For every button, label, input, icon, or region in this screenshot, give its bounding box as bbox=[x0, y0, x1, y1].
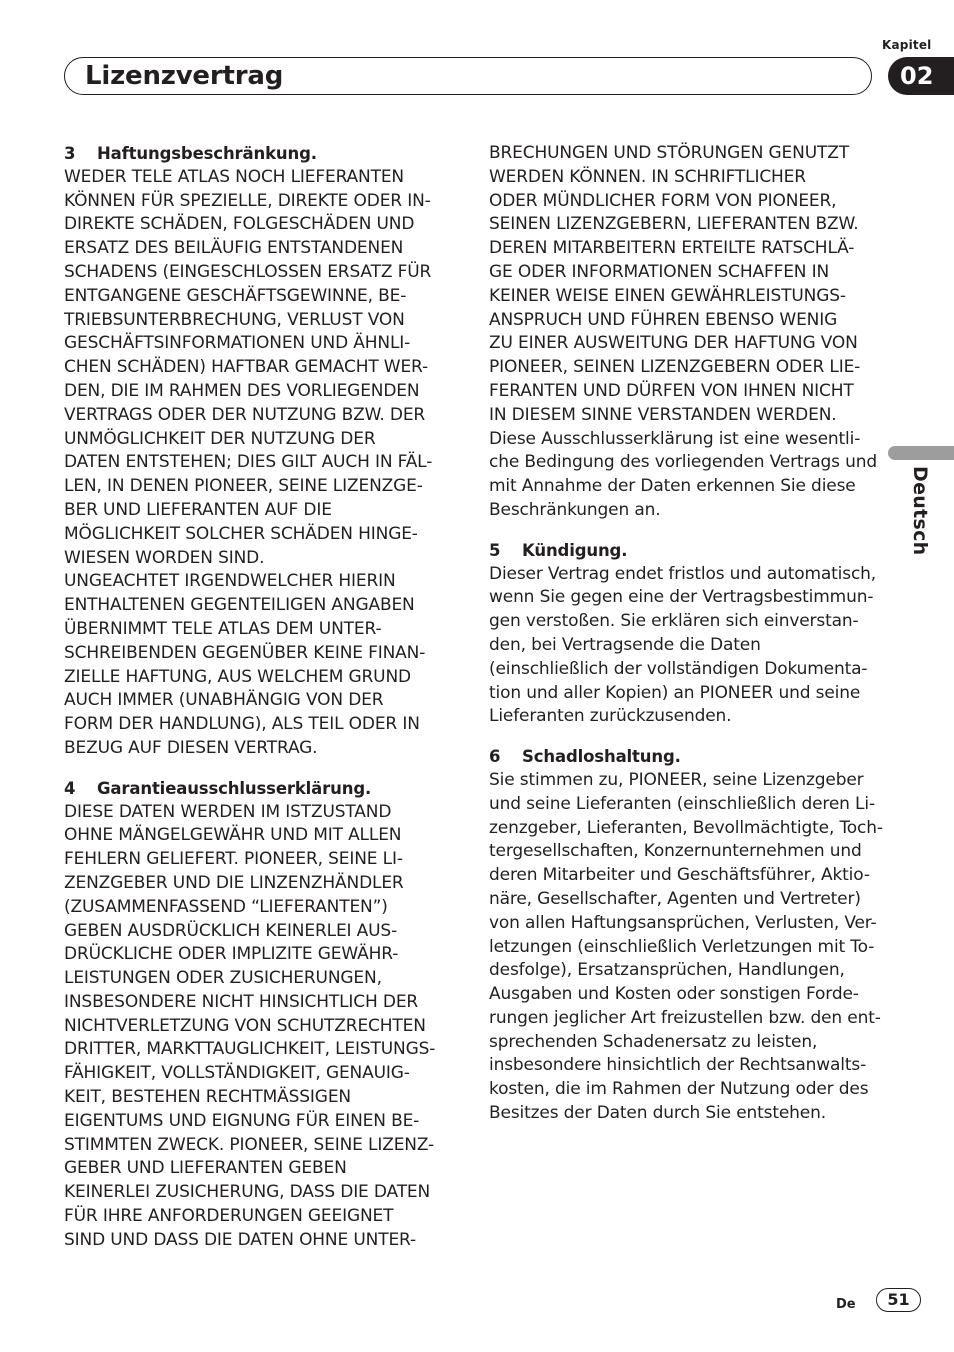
section-6-body bbox=[489, 769, 881, 1126]
text-line: GEBER UND LIEFERANTEN GEBEN bbox=[64, 1158, 347, 1179]
text-line: Sie stimmen zu, PIONEER, seine Lizenzgeber bbox=[489, 769, 864, 790]
page-number: 51 bbox=[876, 1288, 921, 1312]
text-line: LEISTUNGEN ODER ZUSICHERUNGEN, bbox=[64, 968, 382, 989]
section-3-body bbox=[64, 166, 458, 761]
text-line: WIESEN WORDEN SIND. bbox=[64, 547, 265, 568]
text-line: den, bei Vertragsende die Daten bbox=[489, 634, 761, 655]
footer-language-code: De bbox=[836, 1297, 856, 1312]
language-side-label: Deutsch bbox=[909, 466, 931, 556]
text-line: STIMMTEN ZWECK. PIONEER, SEINE LIZENZ- bbox=[64, 1134, 435, 1155]
text-line: KEINER WEISE EINEN GEWÄHRLEISTUNGS- bbox=[489, 285, 846, 306]
chapter-number-badge: 02 bbox=[888, 57, 954, 95]
text-line: ZENZGEBER UND DIE LINZENZHÄNDLER bbox=[64, 872, 404, 893]
text-line: GEBEN AUSDRÜCKLICH KEINERLEI AUS- bbox=[64, 920, 398, 941]
text-line: WEDER TELE ATLAS NOCH LIEFERANTEN bbox=[64, 166, 404, 187]
text-line: ERSATZ DES BEILÄUFIG ENTSTANDENEN bbox=[64, 238, 404, 259]
text-line: und seine Lieferanten (einschließlich deren Li- bbox=[489, 793, 875, 814]
text-line: ZIELLE HAFTUNG, AUS WELCHEM GRUND bbox=[64, 666, 411, 687]
text-line: FEHLERN GELIEFERT. PIONEER, SEINE LI- bbox=[64, 849, 403, 870]
chapter-label: Kapitel bbox=[882, 38, 932, 52]
section-5-body bbox=[489, 563, 881, 730]
text-line: ENTHALTENEN GEGENTEILIGEN ANGABEN bbox=[64, 595, 415, 616]
section-3-heading bbox=[64, 142, 458, 166]
text-line: Ausgaben und Kosten oder sonstigen Forde- bbox=[489, 984, 859, 1005]
text-line: VERTRAGS ODER DER NUTZUNG BZW. DER bbox=[64, 404, 426, 425]
text-line: näre, Gesellschafter, Agenten und Vertreter) bbox=[489, 888, 861, 909]
text-line: Besitzes der Daten durch Sie entstehen. bbox=[489, 1103, 826, 1124]
text-line: DRÜCKLICHE ODER IMPLIZITE GEWÄHR- bbox=[64, 944, 399, 965]
text-line: BEZUG AUF DIESEN VERTRAG. bbox=[64, 737, 318, 758]
text-line: DRITTER, MARKTTAUGLICHKEIT, LEISTUNGS- bbox=[64, 1039, 436, 1060]
section-number: 4 bbox=[64, 778, 76, 798]
section-4-heading bbox=[64, 777, 458, 801]
text-line: OHNE MÄNGELGEWÄHR UND MIT ALLEN bbox=[64, 825, 402, 846]
text-line: EIGENTUMS UND EIGNUNG FÜR EINEN BE- bbox=[64, 1110, 420, 1131]
text-line: SCHREIBENDEN GEGENÜBER KEINE FINAN- bbox=[64, 642, 426, 663]
text-line: ÜBERNIMMT TELE ATLAS DEM UNTER- bbox=[64, 618, 382, 639]
text-line: FÜR IHRE ANFORDERUNGEN GEEIGNET bbox=[64, 1206, 394, 1227]
text-line: DATEN ENTSTEHEN; DIES GILT AUCH IN FÄL- bbox=[64, 452, 433, 473]
text-line: ANSPRUCH UND FÜHREN EBENSO WENIG bbox=[489, 309, 838, 330]
page-title: Lizenzvertrag bbox=[85, 61, 284, 91]
text-line: gen verstoßen. Sie erklären sich einverstan- bbox=[489, 611, 859, 632]
text-line: DIESE DATEN WERDEN IM ISTZUSTAND bbox=[64, 801, 392, 822]
text-line: mit Annahme der Daten erkennen Sie diese bbox=[489, 476, 856, 497]
text-line: BER UND LIEFERANTEN AUF DIE bbox=[64, 499, 332, 520]
section-4-body bbox=[64, 801, 458, 1253]
text-line: zenzgeber, Lieferanten, Bevollmächtigte, Toch- bbox=[489, 817, 883, 838]
text-line: DIREKTE SCHÄDEN, FOLGESCHÄDEN UND bbox=[64, 214, 415, 235]
text-line: GE ODER INFORMATIONEN SCHAFFEN IN bbox=[489, 261, 830, 282]
text-line: deren Mitarbeiter und Geschäftsführer, Aktio- bbox=[489, 865, 870, 886]
text-line: KÖNNEN FÜR SPEZIELLE, DIREKTE ODER IN- bbox=[64, 190, 431, 211]
text-line: von allen Haftungsansprüchen, Verlusten, Ver- bbox=[489, 912, 877, 933]
section-title: Schadloshaltung. bbox=[522, 747, 681, 767]
section-number: 3 bbox=[64, 144, 76, 163]
section-number: 6 bbox=[489, 747, 501, 767]
section-title: Garantieausschlusserklärung. bbox=[97, 778, 372, 798]
text-line: UNMÖGLICHKEIT DER NUTZUNG DER bbox=[64, 428, 376, 449]
text-line: KEINERLEI ZUSICHERUNG, DASS DIE DATEN bbox=[64, 1182, 431, 1203]
text-line: TRIEBSUNTERBRECHUNG, VERLUST VON bbox=[64, 309, 405, 330]
text-line: Lieferanten zurückzusenden. bbox=[489, 706, 732, 727]
section-title: Kündigung. bbox=[522, 540, 628, 560]
text-line: SCHADENS (EINGESCHLOSSEN ERSATZ FÜR bbox=[64, 261, 432, 282]
text-line: tergesellschaften, Konzernunternehmen und bbox=[489, 841, 862, 862]
text-line: PIONEER, SEINEN LIZENZGEBERN ODER LIE- bbox=[489, 357, 861, 378]
text-line: LEN, IN DENEN PIONEER, SEINE LIZENZGE- bbox=[64, 476, 423, 497]
text-line: GESCHÄFTSINFORMATIONEN UND ÄHNLI- bbox=[64, 333, 411, 354]
text-line: AUCH IMMER (UNABHÄNGIG VON DER bbox=[64, 690, 384, 711]
text-line: rungen jeglicher Art freizustellen bzw. den ent- bbox=[489, 1007, 881, 1028]
text-line: DEN, DIE IM RAHMEN DES VORLIEGENDEN bbox=[64, 380, 420, 401]
text-line: sprechenden Schadenersatz zu leisten, bbox=[489, 1031, 818, 1052]
text-line: Dieser Vertrag endet fristlos und automatisch, bbox=[489, 563, 877, 584]
text-line: ZU EINER AUSWEITUNG DER HAFTUNG VON bbox=[489, 333, 858, 354]
text-line: BRECHUNGEN UND STÖRUNGEN GENUTZT bbox=[489, 143, 849, 163]
text-line: UNGEACHTET IRGENDWELCHER HIERIN bbox=[64, 571, 396, 592]
text-line: IN DIESEM SINNE VERSTANDEN WERDEN. bbox=[489, 404, 837, 425]
text-line: desfolge), Ersatzansprüchen, Handlungen, bbox=[489, 960, 845, 981]
title-bar bbox=[64, 57, 872, 95]
section-5-heading bbox=[489, 539, 881, 563]
text-line: insbesondere hinsichtlich der Rechtsanwalts- bbox=[489, 1055, 867, 1076]
text-line: MÖGLICHKEIT SOLCHER SCHÄDEN HINGE- bbox=[64, 523, 418, 544]
text-line: Diese Ausschlusserklärung ist eine wesentli- bbox=[489, 428, 861, 449]
text-line: KEIT, BESTEHEN RECHTMÄSSIGEN bbox=[64, 1087, 351, 1108]
section-number: 5 bbox=[489, 540, 501, 560]
text-line: kosten, die im Rahmen der Nutzung oder des bbox=[489, 1079, 869, 1100]
text-line: SEINEN LIZENZGEBERN, LIEFERANTEN BZW. bbox=[489, 214, 859, 235]
text-line: letzungen (einschließlich Verletzungen mit To- bbox=[489, 936, 875, 957]
text-line: CHEN SCHÄDEN) HAFTBAR GEMACHT WER- bbox=[64, 357, 429, 378]
text-line: FERANTEN UND DÜRFEN VON IHNEN NICHT bbox=[489, 380, 854, 401]
text-line: ENTGANGENE GESCHÄFTSGEWINNE, BE- bbox=[64, 285, 407, 306]
text-line: wenn Sie gegen eine der Vertragsbestimmun- bbox=[489, 587, 874, 608]
text-line: ODER MÜNDLICHER FORM VON PIONEER, bbox=[489, 190, 837, 211]
text-line: Beschränkungen an. bbox=[489, 499, 661, 520]
left-column bbox=[64, 142, 458, 1253]
section-6-heading bbox=[489, 745, 881, 769]
text-line: tion und aller Kopien) an PIONEER und seine bbox=[489, 682, 861, 703]
text-line: (einschließlich der vollständigen Dokumenta- bbox=[489, 658, 868, 679]
text-line: NICHTVERLETZUNG VON SCHUTZRECHTEN bbox=[64, 1015, 426, 1036]
language-tab-marker bbox=[888, 446, 954, 460]
text-line: DEREN MITARBEITERN ERTEILTE RATSCHLÄ- bbox=[489, 238, 855, 259]
section-title: Haftungsbeschränkung. bbox=[97, 144, 317, 163]
text-line: FORM DER HANDLUNG), ALS TEIL ODER IN bbox=[64, 714, 420, 735]
text-line: FÄHIGKEIT, VOLLSTÄNDIGKEIT, GENAUIG- bbox=[64, 1063, 410, 1084]
right-column bbox=[489, 142, 881, 1126]
text-line: SIND UND DASS DIE DATEN OHNE UNTER- bbox=[64, 1229, 416, 1250]
text-line: WERDEN KÖNNEN. IN SCHRIFTLICHER bbox=[489, 166, 806, 187]
text-line: (ZUSAMMENFASSEND “LIEFERANTEN”) bbox=[64, 896, 388, 917]
section-4-continued-body bbox=[489, 142, 881, 523]
text-line: che Bedingung des vorliegenden Vertrags und bbox=[489, 452, 878, 473]
text-line: INSBESONDERE NICHT HINSICHTLICH DER bbox=[64, 991, 419, 1012]
